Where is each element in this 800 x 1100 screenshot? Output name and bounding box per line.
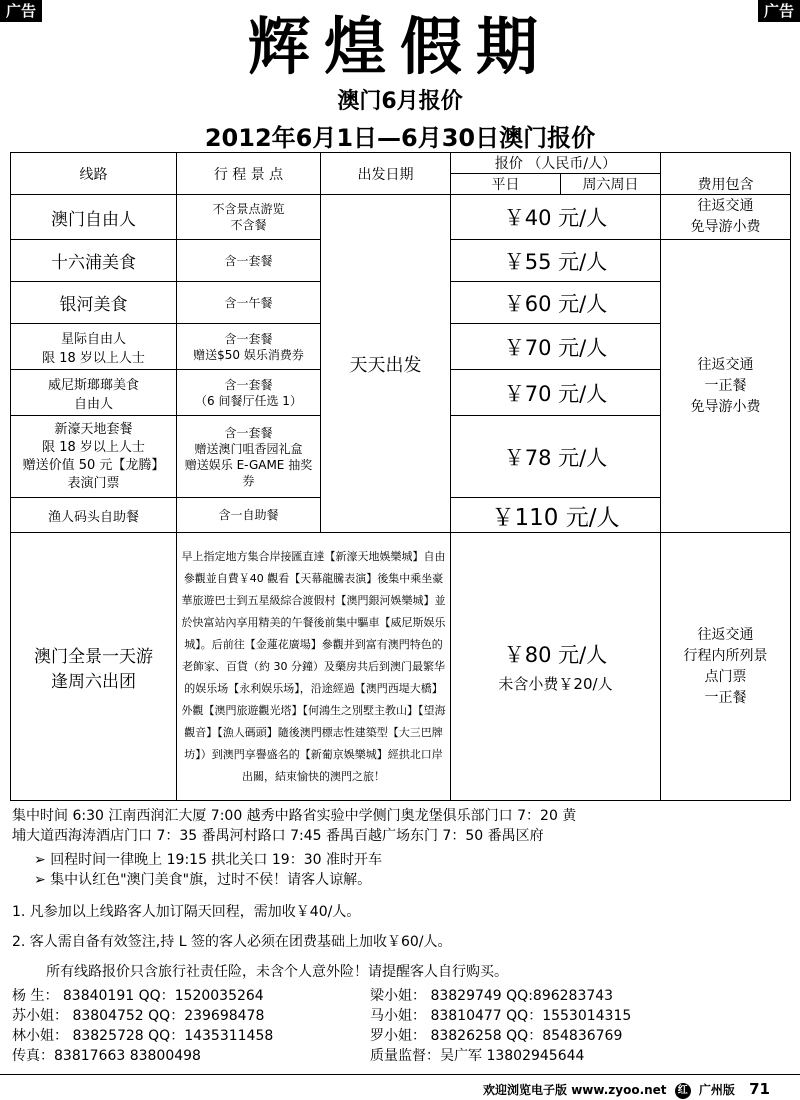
price-table [10,152,791,801]
note-1: 1. 凡参加以上线路客人加订隔天回程，需加收￥40/人。 [12,904,361,920]
header-weekday: 平日 [451,174,561,195]
header-departure: 出发日期 [321,153,451,195]
contact-left: 林小姐： 83825728 QQ：1435311458 [12,1028,274,1044]
contact-left: 苏小姐： 83804752 QQ：239698478 [12,1008,265,1024]
route-itinerary [177,324,321,370]
footer-text: 欢迎浏览电子版 www.zyoo.net [483,1083,667,1097]
route-price: ￥40 元/人 [451,195,661,240]
page-number: 71 [749,1080,770,1098]
itinerary-line: 赠送$50 娱乐消费券 [193,347,304,362]
header-itinerary: 行 程 景 点 [177,153,321,195]
assembly-line: 集中时间 6:30 江南西润汇大厦 7:00 越秀中路省实验中学侧门奥龙堡俱乐部门口 7：20 黄 [12,808,577,824]
full-tour-price-note: 未含小费￥20/人 [498,675,613,693]
bullet-text: 回程时间一律晚上 19:15 拱北关口 19：30 准时开车 [50,852,382,868]
fee-line: 行程内所列景 [683,647,768,664]
list-item: ➢ 集中认红色"澳门美食"旗，过时不侯！请客人谅解。 [34,872,372,888]
route-name: 银河美食 [11,282,177,324]
insurance-note: 所有线路报价只含旅行社责任险，未含个人意外险！请提醒客人自行购买。 [46,964,508,980]
route-itinerary [177,370,321,416]
route-name: 渔人码头自助餐 [11,498,177,533]
contact-right: 梁小姐： 83829749 QQ:896283743 [370,988,614,1004]
list-item: ➢ 回程时间一律晚上 19:15 拱北关口 19：30 准时开车 [34,852,382,868]
full-tour-name [11,533,177,801]
itinerary-line: 含一套餐 [224,425,273,440]
route-name [11,324,177,370]
contact-left: 杨 生： 83840191 QQ：1520035264 [12,988,264,1004]
fee-line: 往返交通 [697,626,754,643]
route-price: ￥78 元/人 [451,416,661,498]
route-price: ￥70 元/人 [451,370,661,416]
route-name [11,416,177,498]
route-name [11,370,177,416]
itinerary-line: 含一套餐 [224,331,273,346]
fee-line: 一正餐 [704,689,747,706]
footer-edition: 广州版 [698,1083,735,1097]
header-fee-top [661,153,791,174]
contact-list [12,986,631,1066]
route-name-line: 表演门票 [67,475,120,491]
itinerary-line: （6 间餐厅任选 1） [195,393,302,408]
fee-cell-2 [661,240,791,533]
footer-divider [0,1074,800,1075]
fee-line: 往返交通 [697,198,754,214]
route-name-line: 限 18 岁以上人士 [42,350,145,366]
route-name: 十六浦美食 [11,240,177,282]
route-name-line: 新濠天地套餐 [54,421,133,437]
fee-line: 免导游小费 [690,398,761,415]
route-name-line: 限 18 岁以上人士 [42,439,145,455]
ad-label-right: 广告 [758,0,800,22]
ad-label-left: 广告 [0,0,42,22]
assembly-info [12,806,788,846]
full-tour-name-line: 逢周六出团 [51,671,136,692]
table-row [11,195,791,240]
fee-line: 免导游小费 [690,219,761,235]
full-tour-description: 早上指定地方集合岸接匯直達【新濠天地娛樂城】自由參觀並自費￥40 觀看【天幕龍騰表演】後集中乘坐豪華旅遊巴士到五星級綜合渡假村【澳門銀河娛樂城】並於快富站內享用精美的午餐後前集中驅車【威尼斯娱乐城】。后前往【金蓮花廣場】參觀并到富有澳門特色的老飾家、百貨（約 30 分鐘）及藥房共后到澳门最繁华的娱乐场【永利娱乐场】，沿途經過【澳門西堤大橋】外觀【澳門旅遊觀光塔】【何鴻生之別墅主教山】【望海觀音】【漁人碼頭】隨後澳門標志性建築型【大三巴牌坊】）到澳門享譽盛名的【新葡京娛樂城】經拱北口岸出關，結束愉快的澳門之旅！ [177,533,451,801]
bullet-text: 集中认红色"澳门美食"旗，过时不侯！请客人谅解。 [50,872,372,888]
full-tour-price-cell [451,533,661,801]
bullet-list [34,850,800,890]
itinerary-line: 赠送澳门咀香园礼盒 [194,441,303,456]
note-2: 2. 客人需自备有效签注,持 L 签的客人必须在团费基础上加收￥60/人。 [12,934,452,950]
contact-right: 罗小姐： 83826258 QQ：854836769 [370,1028,623,1044]
fee-cell-3 [661,533,791,801]
publication-logo-icon: 红 [675,1083,691,1099]
route-itinerary: 含一午餐 [177,282,321,324]
date-title: 2012年6月1日—6月30日澳门报价 [204,124,596,152]
route-price: ￥60 元/人 [451,282,661,324]
route-itinerary [177,195,321,240]
route-name: 澳门自由人 [11,195,177,240]
itinerary-line: 赠送娱乐 E-GAME 抽奖 [184,457,313,472]
header-route: 线路 [11,153,177,195]
contact-row [12,986,631,1006]
full-tour-name-line: 澳门全景一天游 [34,646,153,667]
itinerary-line: 不含餐 [230,218,267,232]
full-tour-price: ￥80 元/人 [503,643,608,667]
page-footer [483,1080,770,1099]
fee-line: 点门票 [704,668,747,685]
contact-row [12,1006,631,1026]
table-row [11,533,791,801]
assembly-line: 埔大道西海涛酒店门口 7：35 番禺河村路口 7:45 番禺百越广场东门 7：50 番禺区府 [12,828,544,844]
contact-right: 质量监督：吴广军 13802945644 [370,1048,585,1064]
page-title: 辉煌假期 [247,10,552,83]
fee-line: 一正餐 [704,377,747,394]
contact-left: 传真：83817663 83800498 [12,1048,201,1064]
header-price: 报价 （人民币/人） [451,153,661,174]
contact-row [12,1026,631,1046]
route-price: ￥70 元/人 [451,324,661,370]
route-itinerary: 含一套餐 [177,240,321,282]
route-price: ￥55 元/人 [451,240,661,282]
itinerary-line: 不含景点游览 [212,202,285,216]
route-itinerary [177,416,321,498]
departure-cell: 天天出发 [321,195,451,533]
fee-line: 往返交通 [697,356,754,373]
contact-right: 马小姐： 83810477 QQ：1553014315 [370,1008,632,1024]
subtitle: 澳门6月报价 [337,89,463,114]
itinerary-line: 含一套餐 [224,377,273,392]
route-name-line: 赠送价值 50 元【龙腾】 [22,457,165,473]
route-name-line: 自由人 [73,396,113,412]
route-name-line: 威尼斯瑯瑯美食 [47,377,139,393]
contact-row [12,1046,631,1066]
route-price: ￥110 元/人 [451,498,661,533]
itinerary-line: 券 [242,473,255,488]
header-fee: 费用包含 [661,174,791,195]
route-itinerary: 含一自助餐 [177,498,321,533]
header-weekend: 周六周日 [561,174,661,195]
fee-cell-1 [661,195,791,240]
route-name-line: 星际自由人 [60,331,126,347]
